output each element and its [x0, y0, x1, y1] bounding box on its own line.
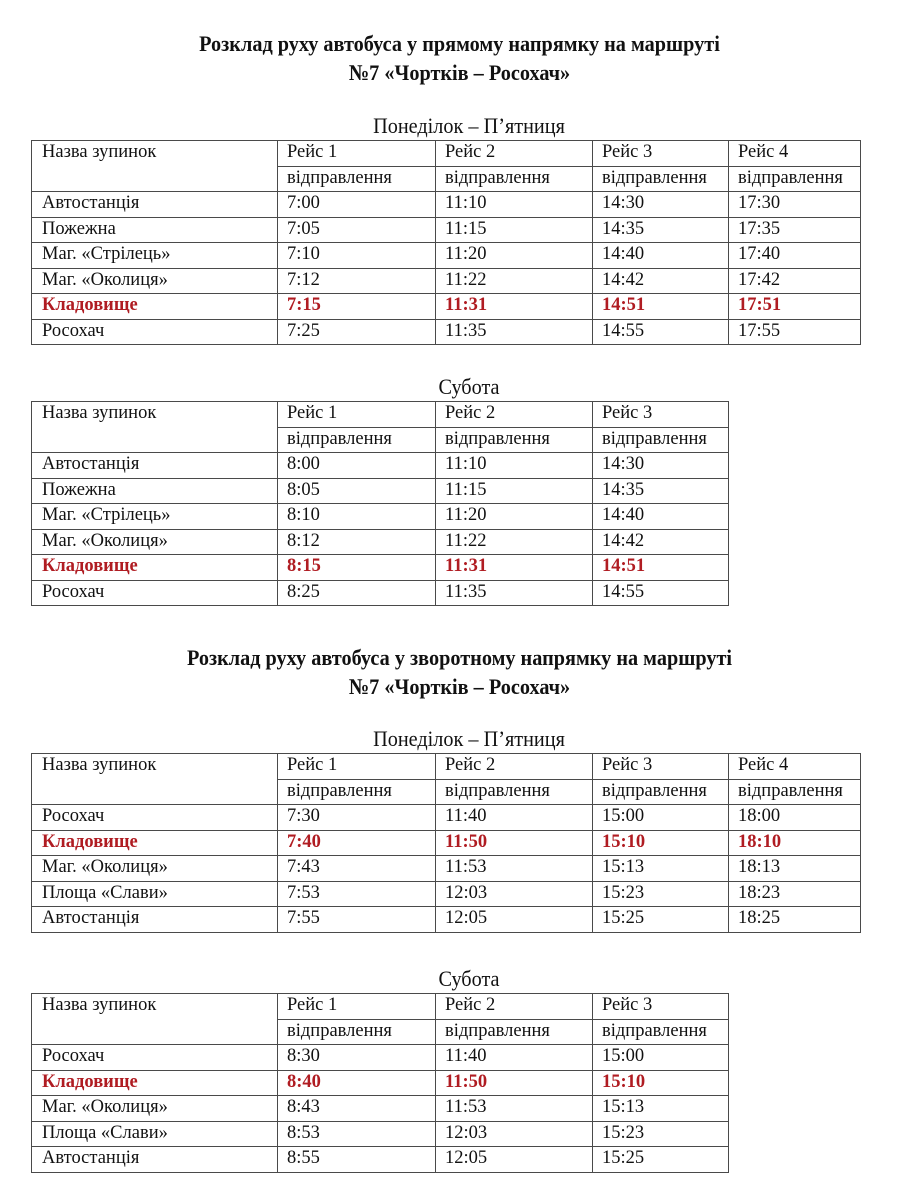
stop-name: Маг. «Околиця» — [32, 1096, 278, 1122]
departure-time: 11:20 — [436, 504, 593, 530]
forward-schedule-title — [46, 29, 873, 87]
departure-time: 17:35 — [729, 217, 861, 243]
stop-column-header: Назва зупинок — [32, 754, 278, 805]
departure-time: 11:35 — [436, 319, 593, 345]
table-row — [32, 830, 861, 856]
departure-time: 7:25 — [278, 319, 436, 345]
departure-time: 14:30 — [593, 453, 729, 479]
departure-time: 17:55 — [729, 319, 861, 345]
table-header-row — [32, 994, 729, 1020]
stop-name: Кладовище — [32, 555, 278, 581]
forward-title-line2: №7 «Чортків – Росохач» — [348, 60, 571, 85]
departure-subheader: відправлення — [593, 1019, 729, 1045]
departure-time: 11:31 — [436, 555, 593, 581]
departure-time: 17:51 — [729, 294, 861, 320]
departure-time: 8:30 — [278, 1045, 436, 1071]
departure-time: 18:25 — [729, 907, 861, 933]
departure-subheader: відправлення — [436, 427, 593, 453]
trip-header: Рейс 3 — [593, 994, 729, 1020]
stop-name: Росохач — [32, 1045, 278, 1071]
departure-time: 11:40 — [436, 1045, 593, 1071]
departure-time: 7:10 — [278, 243, 436, 269]
departure-time: 7:43 — [278, 856, 436, 882]
table-row — [32, 555, 729, 581]
departure-subheader: відправлення — [278, 779, 436, 805]
trip-header: Рейс 2 — [436, 402, 593, 428]
departure-time: 15:23 — [593, 881, 729, 907]
departure-time: 11:20 — [436, 243, 593, 269]
departure-time: 11:10 — [436, 192, 593, 218]
departure-time: 7:30 — [278, 805, 436, 831]
table-row — [32, 268, 861, 294]
departure-time: 14:40 — [593, 243, 729, 269]
table-row — [32, 504, 729, 530]
departure-subheader: відправлення — [436, 166, 593, 192]
departure-time: 15:10 — [593, 830, 729, 856]
departure-time: 15:13 — [593, 1096, 729, 1122]
reverse-saturday-heading: Субота — [438, 966, 500, 991]
stop-name: Автостанція — [32, 907, 278, 933]
departure-time: 7:05 — [278, 217, 436, 243]
reverse-saturday-table — [31, 993, 729, 1173]
departure-time: 15:00 — [593, 805, 729, 831]
stop-name: Автостанція — [32, 453, 278, 479]
departure-time: 8:25 — [278, 580, 436, 606]
departure-time: 8:15 — [278, 555, 436, 581]
departure-time: 15:10 — [593, 1070, 729, 1096]
stop-name: Маг. «Стрілець» — [32, 243, 278, 269]
stop-name: Маг. «Околиця» — [32, 529, 278, 555]
departure-time: 17:40 — [729, 243, 861, 269]
trip-header: Рейс 1 — [278, 994, 436, 1020]
table-row — [32, 243, 861, 269]
table-row — [32, 1096, 729, 1122]
departure-time: 15:00 — [593, 1045, 729, 1071]
stop-column-header: Назва зупинок — [32, 402, 278, 453]
reverse-weekday-heading: Понеділок – П’ятниця — [373, 726, 565, 751]
departure-time: 11:35 — [436, 580, 593, 606]
departure-time: 14:35 — [593, 217, 729, 243]
stop-name: Пожежна — [32, 478, 278, 504]
departure-time: 12:03 — [436, 881, 593, 907]
departure-time: 11:15 — [436, 478, 593, 504]
departure-time: 14:55 — [593, 319, 729, 345]
departure-time: 14:55 — [593, 580, 729, 606]
stop-name: Кладовище — [32, 830, 278, 856]
departure-subheader: відправлення — [436, 1019, 593, 1045]
departure-time: 17:30 — [729, 192, 861, 218]
table-row — [32, 529, 729, 555]
table-row — [32, 805, 861, 831]
trip-header: Рейс 3 — [593, 141, 729, 167]
departure-time: 11:22 — [436, 529, 593, 555]
departure-time: 18:13 — [729, 856, 861, 882]
departure-time: 12:05 — [436, 1147, 593, 1173]
forward-weekday-heading: Понеділок – П’ятниця — [373, 113, 565, 138]
departure-time: 11:40 — [436, 805, 593, 831]
stop-name: Росохач — [32, 805, 278, 831]
departure-time: 14:51 — [593, 294, 729, 320]
departure-subheader: відправлення — [593, 166, 729, 192]
table-header-row — [32, 141, 861, 167]
stop-column-header: Назва зупинок — [32, 994, 278, 1045]
stop-name: Маг. «Стрілець» — [32, 504, 278, 530]
departure-time: 8:00 — [278, 453, 436, 479]
departure-time: 12:05 — [436, 907, 593, 933]
departure-time: 11:31 — [436, 294, 593, 320]
departure-time: 15:25 — [593, 907, 729, 933]
trip-header: Рейс 3 — [593, 754, 729, 780]
departure-subheader: відправлення — [278, 166, 436, 192]
departure-time: 8:05 — [278, 478, 436, 504]
departure-time: 14:42 — [593, 268, 729, 294]
trip-header: Рейс 2 — [436, 994, 593, 1020]
trip-header: Рейс 2 — [436, 754, 593, 780]
departure-time: 18:23 — [729, 881, 861, 907]
trip-header: Рейс 4 — [729, 141, 861, 167]
departure-time: 7:53 — [278, 881, 436, 907]
table-row — [32, 192, 861, 218]
departure-time: 8:53 — [278, 1121, 436, 1147]
table-header-row — [32, 402, 729, 428]
stop-name: Кладовище — [32, 294, 278, 320]
departure-time: 11:50 — [436, 1070, 593, 1096]
departure-time: 7:55 — [278, 907, 436, 933]
departure-time: 15:25 — [593, 1147, 729, 1173]
table-row — [32, 1070, 729, 1096]
stop-name: Кладовище — [32, 1070, 278, 1096]
departure-subheader: відправлення — [593, 427, 729, 453]
departure-time: 15:23 — [593, 1121, 729, 1147]
departure-subheader: відправлення — [278, 1019, 436, 1045]
departure-subheader: відправлення — [278, 427, 436, 453]
stop-name: Росохач — [32, 319, 278, 345]
table-row — [32, 294, 861, 320]
departure-subheader: відправлення — [729, 779, 861, 805]
departure-time: 14:30 — [593, 192, 729, 218]
trip-header: Рейс 1 — [278, 754, 436, 780]
departure-time: 7:40 — [278, 830, 436, 856]
reverse-title-line1: Розклад руху автобуса у зворотному напрямку на маршруті — [186, 645, 733, 670]
departure-time: 11:15 — [436, 217, 593, 243]
departure-time: 17:42 — [729, 268, 861, 294]
departure-time: 11:53 — [436, 1096, 593, 1122]
table-row — [32, 580, 729, 606]
departure-time: 18:10 — [729, 830, 861, 856]
trip-header: Рейс 1 — [278, 402, 436, 428]
forward-title-line1: Розклад руху автобуса у прямому напрямку на маршруті — [199, 31, 720, 56]
departure-time: 14:35 — [593, 478, 729, 504]
stop-name: Площа «Слави» — [32, 1121, 278, 1147]
departure-time: 11:50 — [436, 830, 593, 856]
table-row — [32, 319, 861, 345]
table-row — [32, 856, 861, 882]
table-row — [32, 881, 861, 907]
reverse-weekday-table — [31, 753, 861, 933]
stop-name: Росохач — [32, 580, 278, 606]
departure-time: 11:10 — [436, 453, 593, 479]
trip-header: Рейс 3 — [593, 402, 729, 428]
departure-time: 18:00 — [729, 805, 861, 831]
departure-time: 8:55 — [278, 1147, 436, 1173]
trip-header: Рейс 2 — [436, 141, 593, 167]
trip-header: Рейс 4 — [729, 754, 861, 780]
forward-saturday-heading: Субота — [438, 374, 500, 399]
departure-time: 14:42 — [593, 529, 729, 555]
departure-time: 15:13 — [593, 856, 729, 882]
table-row — [32, 1147, 729, 1173]
departure-subheader: відправлення — [436, 779, 593, 805]
forward-weekday-table — [31, 140, 861, 345]
departure-subheader: відправлення — [729, 166, 861, 192]
stop-name: Площа «Слави» — [32, 881, 278, 907]
trip-header: Рейс 1 — [278, 141, 436, 167]
departure-time: 8:43 — [278, 1096, 436, 1122]
stop-name: Маг. «Околиця» — [32, 268, 278, 294]
departure-time: 8:10 — [278, 504, 436, 530]
forward-saturday-table — [31, 401, 729, 606]
reverse-schedule-title — [46, 643, 873, 701]
table-row — [32, 453, 729, 479]
departure-time: 11:22 — [436, 268, 593, 294]
departure-subheader: відправлення — [593, 779, 729, 805]
departure-time: 14:40 — [593, 504, 729, 530]
table-row — [32, 907, 861, 933]
stop-column-header: Назва зупинок — [32, 141, 278, 192]
table-header-row — [32, 754, 861, 780]
reverse-title-line2: №7 «Чортків – Росохач» — [348, 674, 571, 699]
stop-name: Маг. «Околиця» — [32, 856, 278, 882]
departure-time: 8:40 — [278, 1070, 436, 1096]
departure-time: 7:00 — [278, 192, 436, 218]
departure-time: 7:15 — [278, 294, 436, 320]
table-row — [32, 1121, 729, 1147]
departure-time: 11:53 — [436, 856, 593, 882]
departure-time: 12:03 — [436, 1121, 593, 1147]
table-row — [32, 1045, 729, 1071]
stop-name: Автостанція — [32, 1147, 278, 1173]
departure-time: 7:12 — [278, 268, 436, 294]
table-row — [32, 478, 729, 504]
departure-time: 14:51 — [593, 555, 729, 581]
stop-name: Пожежна — [32, 217, 278, 243]
table-row — [32, 217, 861, 243]
departure-time: 8:12 — [278, 529, 436, 555]
stop-name: Автостанція — [32, 192, 278, 218]
